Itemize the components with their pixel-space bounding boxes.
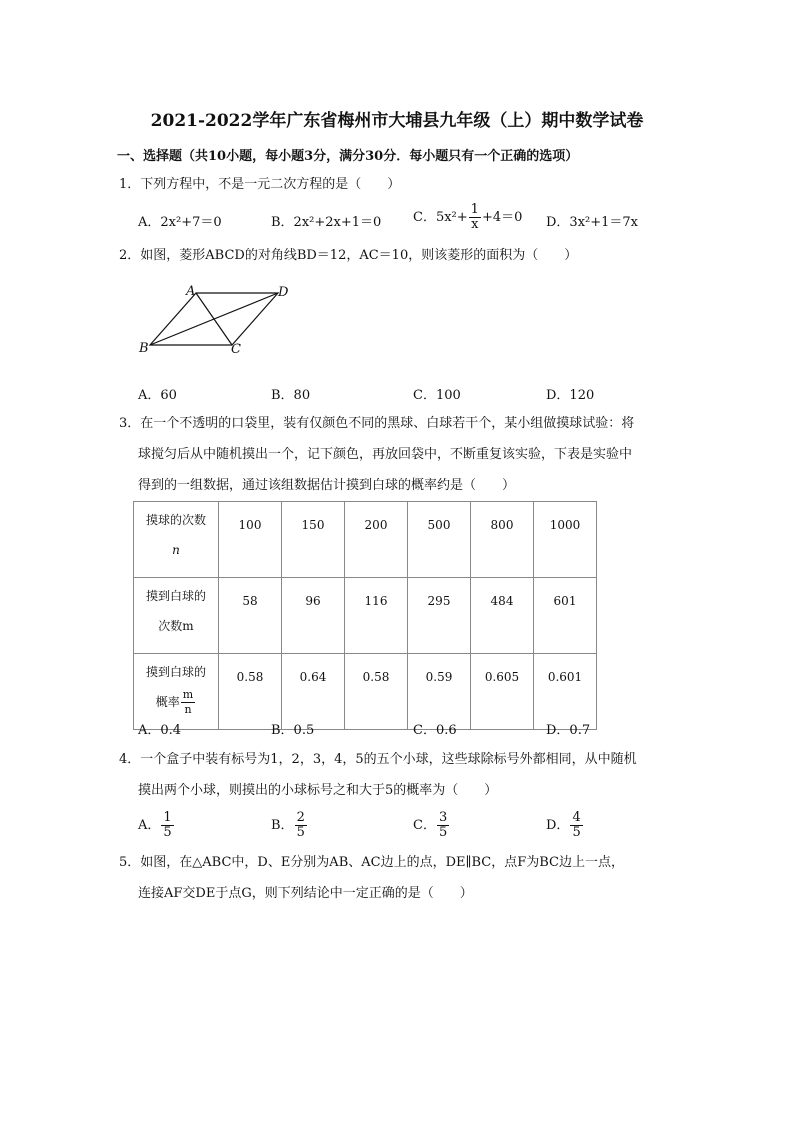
- fraction-numerator: 4: [572, 810, 581, 825]
- page-title: 2021-2022学年广东省梅州市大埔县九年级（上）期中数学试卷: [150, 111, 644, 131]
- q2-option-a: A．60: [138, 388, 177, 403]
- table-cell: 1000: [534, 502, 597, 578]
- vertex-label-c: C: [231, 342, 241, 357]
- q1-option-d: D．3x²+1＝7x: [546, 215, 639, 230]
- q3-option-c: C．0.6: [413, 723, 457, 738]
- fraction-numerator: 1: [163, 810, 172, 825]
- question-3-line-1: 3．在一个不透明的口袋里，装有仅颜色不同的黑球、白球若干个，某小组做摸球试验：将: [119, 416, 635, 431]
- table-row: [134, 654, 597, 730]
- q1-option-c-fraction: [469, 203, 481, 232]
- option-fraction: [570, 811, 582, 840]
- q1-option-c-suffix: +4＝0: [481, 210, 523, 225]
- table-row: [134, 578, 597, 654]
- option-label: C．: [413, 818, 436, 833]
- vertex-label-a: A: [186, 284, 196, 299]
- option-fraction: [437, 811, 449, 840]
- row-label-text: 摸到白球的: [145, 589, 206, 603]
- table-cell: 200: [345, 502, 408, 578]
- question-5-line-2: 连接AF交DE于点G，则下列结论中一定正确的是（ ）: [138, 886, 473, 901]
- table-cell: 96: [282, 578, 345, 654]
- table-cell: 116: [345, 578, 408, 654]
- diagonal-bd: [150, 293, 278, 345]
- q2-option-d: D．120: [546, 388, 595, 403]
- row-label-variable: n: [172, 543, 180, 557]
- option-fraction: [161, 811, 173, 840]
- q4-option-b: [271, 811, 308, 840]
- question-2-stem: 2．如图，菱形ABCD的对角线BD＝12，AC＝10，则该菱形的面积为（ ）: [119, 248, 578, 263]
- table-cell: 0.58: [219, 654, 282, 730]
- question-3-line-2: 球搅匀后从中随机摸出一个，记下颜色，再放回袋中，不断重复该实验，下表是实验中: [138, 447, 633, 462]
- table-cell: 100: [219, 502, 282, 578]
- question-3-line-3: 得到的一组数据，通过该组数据估计摸到白球的概率约是（ ）: [138, 478, 516, 493]
- question-4-line-2: 摸出两个小球，则摸出的小球标号之和大于5的概率为（ ）: [138, 783, 498, 798]
- q3-option-a: A．0.4: [138, 723, 182, 738]
- option-fraction: [295, 811, 307, 840]
- table-row: [134, 502, 597, 578]
- table-cell: 500: [408, 502, 471, 578]
- q3-option-b: B．0.5: [271, 723, 315, 738]
- section-heading: 一、选择题（共10小题，每小题3分，满分30分．每小题只有一个正确的选项）: [117, 149, 579, 164]
- q1-option-c: [413, 203, 522, 232]
- q1-option-a: A．2x²+7＝0: [138, 215, 222, 230]
- q4-option-d: [546, 811, 584, 840]
- option-label: A．: [138, 818, 161, 833]
- row-label-variable: 次数m: [158, 619, 194, 633]
- table-row-label: [134, 578, 219, 654]
- fraction-denominator: x: [471, 217, 479, 232]
- probability-fraction: [181, 688, 195, 717]
- table-cell: 58: [219, 578, 282, 654]
- option-label: D．: [546, 818, 570, 833]
- vertex-label-d: D: [278, 285, 289, 300]
- question-1-stem: 1．下列方程中，不是一元二次方程的是（ ）: [119, 177, 401, 192]
- fraction-numerator: 2: [296, 810, 305, 825]
- row-label-text: 摸到白球的: [145, 665, 206, 679]
- fraction-denominator: 5: [572, 825, 581, 840]
- fraction-denominator: 5: [296, 825, 305, 840]
- q4-option-c: [413, 811, 450, 840]
- row-label-text: 摸球的次数: [145, 513, 206, 527]
- q3-option-d: D．0.7: [546, 723, 591, 738]
- table-cell: 0.605: [471, 654, 534, 730]
- fraction-numerator: 1: [470, 202, 479, 217]
- table-cell: 484: [471, 578, 534, 654]
- table-cell: 0.601: [534, 654, 597, 730]
- table-cell: 601: [534, 578, 597, 654]
- table-row-label: [134, 502, 219, 578]
- q1-option-c-prefix: C．5x²+: [413, 210, 468, 225]
- q2-option-c: C．100: [413, 388, 461, 403]
- table-cell: 0.58: [345, 654, 408, 730]
- fraction-denominator: n: [184, 703, 192, 716]
- fraction-numerator: 3: [438, 810, 448, 825]
- fraction-numerator: m: [182, 688, 194, 701]
- fraction-denominator: 5: [163, 825, 172, 840]
- experiment-data-table: [133, 501, 597, 730]
- fraction-denominator: 5: [438, 825, 448, 840]
- table-cell: 295: [408, 578, 471, 654]
- option-label: B．: [271, 818, 294, 833]
- q1-option-b: B．2x²+2x+1＝0: [271, 215, 382, 230]
- table-cell: 0.64: [282, 654, 345, 730]
- q4-option-a: [138, 811, 175, 840]
- vertex-label-b: B: [139, 341, 149, 356]
- rhombus-figure: [130, 278, 300, 363]
- question-4-line-1: 4．一个盒子中装有标号为1，2，3，4，5的五个小球，这些球除标号外都相同，从中随机: [119, 752, 637, 767]
- table-cell: 150: [282, 502, 345, 578]
- q2-option-b: B．80: [271, 388, 311, 403]
- table-cell: 0.59: [408, 654, 471, 730]
- table-cell: 800: [471, 502, 534, 578]
- question-5-line-1: 5．如图，在△ABC中，D、E分别为AB、AC边上的点，DE∥BC，点F为BC边上一点，: [119, 855, 625, 870]
- row-label-variable: 概率: [155, 695, 180, 709]
